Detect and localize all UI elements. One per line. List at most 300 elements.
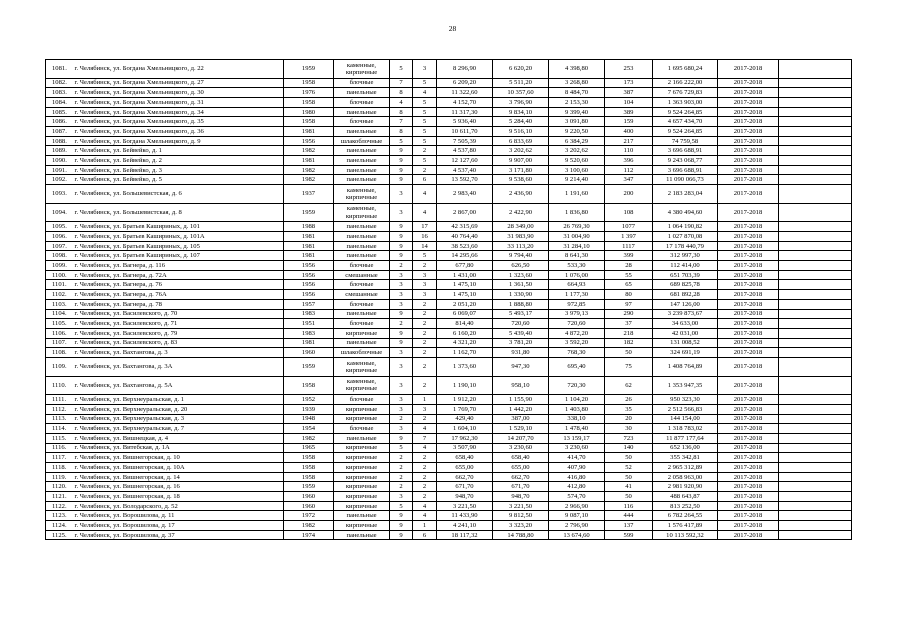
- year-built-cell: 1983: [284, 309, 334, 319]
- address-cell: г. Челябинск, ул. Ворошилова, д. 37: [73, 530, 284, 540]
- repair-period-cell: 2017-2018: [718, 472, 779, 482]
- wall-material-cell: каменные, кирпичные: [334, 357, 390, 376]
- empty-cell: [779, 251, 852, 261]
- repair-period-cell: 2017-2018: [718, 251, 779, 261]
- repair-period-cell: 2017-2018: [718, 222, 779, 232]
- table-row: [46, 424, 852, 434]
- residents-cell: 1117: [605, 241, 653, 251]
- address-cell: г. Челябинск, ул. Вагнера, д. 78: [73, 299, 284, 309]
- flats-area-cell: 1 104,20: [549, 395, 605, 405]
- address-cell: г. Челябинск, ул. Богдана Хмельницкого, д. 35: [73, 117, 284, 127]
- table-row: [46, 146, 852, 156]
- entrances-cell: 2: [413, 328, 437, 338]
- residents-cell: 217: [605, 136, 653, 146]
- residents-cell: 396: [605, 156, 653, 166]
- table-row: [46, 107, 852, 117]
- address-cell: г. Челябинск, ул. Вишнегорская, д. 14: [73, 472, 284, 482]
- total-area-cell: 8 296,90: [437, 60, 493, 79]
- flats-area-cell: 13 674,60: [549, 530, 605, 540]
- repair-cost-cell: 34 633,00: [653, 319, 718, 329]
- wall-material-cell: панельные: [334, 530, 390, 540]
- repair-period-cell: 2017-2018: [718, 530, 779, 540]
- flats-area-cell: 1 403,80: [549, 404, 605, 414]
- empty-cell: [779, 78, 852, 88]
- table-body: [46, 60, 852, 540]
- repair-cost-cell: 2 058 963,00: [653, 472, 718, 482]
- row-number: 1108.: [46, 348, 73, 358]
- empty-cell: [779, 290, 852, 300]
- empty-cell: [779, 299, 852, 309]
- repair-period-cell: 2017-2018: [718, 376, 779, 395]
- table-row: [46, 348, 852, 358]
- flats-area-cell: 31 004,90: [549, 232, 605, 242]
- wall-material-cell: кирпичные: [334, 492, 390, 502]
- repair-cost-cell: 3 696 688,91: [653, 165, 718, 175]
- entrances-cell: 4: [413, 501, 437, 511]
- table-row: [46, 404, 852, 414]
- wall-material-cell: кирпичные: [334, 404, 390, 414]
- living-area-cell: 387,00: [493, 414, 549, 424]
- table-row: [46, 251, 852, 261]
- empty-cell: [779, 521, 852, 531]
- residents-cell: 97: [605, 299, 653, 309]
- repair-cost-cell: 144 154,00: [653, 414, 718, 424]
- floors-cell: 9: [390, 521, 413, 531]
- flats-area-cell: 720,60: [549, 319, 605, 329]
- row-number: 1081.: [46, 60, 73, 79]
- residents-cell: 116: [605, 501, 653, 511]
- year-built-cell: 1981: [284, 156, 334, 166]
- entrances-cell: 4: [413, 88, 437, 98]
- living-area-cell: 931,80: [493, 348, 549, 358]
- repair-cost-cell: 9 243 068,77: [653, 156, 718, 166]
- total-area-cell: 5 936,40: [437, 117, 493, 127]
- address-cell: г. Челябинск, ул. Василевского, д. 70: [73, 309, 284, 319]
- residents-cell: 1077: [605, 222, 653, 232]
- repair-period-cell: 2017-2018: [718, 414, 779, 424]
- floors-cell: 9: [390, 241, 413, 251]
- row-number: 1102.: [46, 290, 73, 300]
- living-area-cell: 3 230,60: [493, 443, 549, 453]
- residents-cell: 28: [605, 261, 653, 271]
- address-cell: г. Челябинск, ул. Братьев Кашириных, д. 107: [73, 251, 284, 261]
- wall-material-cell: панельные: [334, 146, 390, 156]
- year-built-cell: 1976: [284, 88, 334, 98]
- repair-cost-cell: 2 166 222,00: [653, 78, 718, 88]
- table-row: [46, 222, 852, 232]
- address-cell: г. Челябинск, ул. Верхнеуральская, д. 7: [73, 424, 284, 434]
- floors-cell: 3: [390, 299, 413, 309]
- floors-cell: 7: [390, 78, 413, 88]
- table-row: [46, 232, 852, 242]
- table-row: [46, 319, 852, 329]
- table-row: [46, 511, 852, 521]
- residents-cell: 387: [605, 88, 653, 98]
- total-area-cell: 677,80: [437, 261, 493, 271]
- living-area-cell: 3 221,50: [493, 501, 549, 511]
- year-built-cell: 1958: [284, 376, 334, 395]
- table-row: [46, 395, 852, 405]
- row-number: 1086.: [46, 117, 73, 127]
- total-area-cell: 4 537,80: [437, 146, 493, 156]
- year-built-cell: 1951: [284, 319, 334, 329]
- repair-period-cell: 2017-2018: [718, 232, 779, 242]
- total-area-cell: 6 209,20: [437, 78, 493, 88]
- living-area-cell: 33 113,20: [493, 241, 549, 251]
- residents-cell: 30: [605, 424, 653, 434]
- total-area-cell: 2 051,20: [437, 299, 493, 309]
- entrances-cell: 3: [413, 60, 437, 79]
- repair-cost-cell: 7 676 729,83: [653, 88, 718, 98]
- floors-cell: 3: [390, 424, 413, 434]
- wall-material-cell: шлакоблочные: [334, 136, 390, 146]
- floors-cell: 3: [390, 395, 413, 405]
- year-built-cell: 1981: [284, 127, 334, 137]
- residents-cell: 347: [605, 175, 653, 185]
- floors-cell: 2: [390, 472, 413, 482]
- row-number: 1096.: [46, 232, 73, 242]
- wall-material-cell: кирпичные: [334, 462, 390, 472]
- living-area-cell: 14 207,70: [493, 433, 549, 443]
- empty-cell: [779, 232, 852, 242]
- flats-area-cell: 4 398,80: [549, 60, 605, 79]
- residents-cell: 50: [605, 492, 653, 502]
- empty-cell: [779, 319, 852, 329]
- residents-cell: 50: [605, 453, 653, 463]
- year-built-cell: 1937: [284, 185, 334, 204]
- row-number: 1085.: [46, 107, 73, 117]
- flats-area-cell: 2 796,90: [549, 521, 605, 531]
- row-number: 1083.: [46, 88, 73, 98]
- year-built-cell: 1960: [284, 348, 334, 358]
- empty-cell: [779, 462, 852, 472]
- repair-period-cell: 2017-2018: [718, 328, 779, 338]
- repair-period-cell: 2017-2018: [718, 60, 779, 79]
- total-area-cell: 3 507,90: [437, 443, 493, 453]
- empty-cell: [779, 414, 852, 424]
- row-number: 1117.: [46, 453, 73, 463]
- total-area-cell: 11 317,30: [437, 107, 493, 117]
- entrances-cell: 3: [413, 270, 437, 280]
- row-number: 1122.: [46, 501, 73, 511]
- repair-cost-cell: 2 183 283,04: [653, 185, 718, 204]
- entrances-cell: 4: [413, 203, 437, 222]
- row-number: 1115.: [46, 433, 73, 443]
- residents-cell: 400: [605, 127, 653, 137]
- empty-cell: [779, 501, 852, 511]
- total-area-cell: 11 322,60: [437, 88, 493, 98]
- entrances-cell: 5: [413, 117, 437, 127]
- wall-material-cell: блочные: [334, 319, 390, 329]
- living-area-cell: 671,70: [493, 482, 549, 492]
- total-area-cell: 1 912,20: [437, 395, 493, 405]
- floors-cell: 9: [390, 511, 413, 521]
- table-row: [46, 414, 852, 424]
- repair-cost-cell: 42 031,00: [653, 328, 718, 338]
- wall-material-cell: панельные: [334, 222, 390, 232]
- living-area-cell: 3 171,80: [493, 165, 549, 175]
- living-area-cell: 5 284,40: [493, 117, 549, 127]
- total-area-cell: 1 373,60: [437, 357, 493, 376]
- year-built-cell: 1980: [284, 107, 334, 117]
- entrances-cell: 2: [413, 299, 437, 309]
- table-row: [46, 203, 852, 222]
- row-number: 1107.: [46, 338, 73, 348]
- table-row: [46, 501, 852, 511]
- floors-cell: 9: [390, 165, 413, 175]
- wall-material-cell: смешанные: [334, 270, 390, 280]
- total-area-cell: 1 190,10: [437, 376, 493, 395]
- empty-cell: [779, 511, 852, 521]
- address-cell: г. Челябинск, ул. Вагнера, д. 116: [73, 261, 284, 271]
- address-cell: г. Челябинск, ул. Большевистская, д. 6: [73, 185, 284, 204]
- residents-cell: 389: [605, 107, 653, 117]
- repair-period-cell: 2017-2018: [718, 433, 779, 443]
- living-area-cell: 9 516,10: [493, 127, 549, 137]
- table-row: [46, 156, 852, 166]
- repair-period-cell: 2017-2018: [718, 424, 779, 434]
- address-cell: г. Челябинск, ул. Верхнеуральская, д. 3: [73, 414, 284, 424]
- repair-cost-cell: 813 252,50: [653, 501, 718, 511]
- empty-cell: [779, 309, 852, 319]
- row-number: 1087.: [46, 127, 73, 137]
- repair-cost-cell: 112 414,00: [653, 261, 718, 271]
- repair-period-cell: 2017-2018: [718, 309, 779, 319]
- total-area-cell: 655,00: [437, 462, 493, 472]
- row-number: 1109.: [46, 357, 73, 376]
- living-area-cell: 1 155,90: [493, 395, 549, 405]
- living-area-cell: 9 794,40: [493, 251, 549, 261]
- wall-material-cell: блочные: [334, 78, 390, 88]
- floors-cell: 9: [390, 328, 413, 338]
- floors-cell: 9: [390, 156, 413, 166]
- floors-cell: 9: [390, 175, 413, 185]
- residents-cell: 20: [605, 414, 653, 424]
- address-cell: г. Челябинск, ул. Верхнеуральская, д. 20: [73, 404, 284, 414]
- year-built-cell: 1956: [284, 290, 334, 300]
- entrances-cell: 5: [413, 156, 437, 166]
- row-number: 1112.: [46, 404, 73, 414]
- flats-area-cell: 3 979,13: [549, 309, 605, 319]
- living-area-cell: 6 620,20: [493, 60, 549, 79]
- empty-cell: [779, 424, 852, 434]
- entrances-cell: 4: [413, 185, 437, 204]
- wall-material-cell: панельные: [334, 511, 390, 521]
- floors-cell: 2: [390, 453, 413, 463]
- flats-area-cell: 2 153,30: [549, 97, 605, 107]
- repair-cost-cell: 1 363 903,00: [653, 97, 718, 107]
- row-number: 1106.: [46, 328, 73, 338]
- year-built-cell: 1952: [284, 395, 334, 405]
- address-cell: г. Челябинск, ул. Вагнера, д. 76: [73, 280, 284, 290]
- address-cell: г. Челябинск, ул. Василевского, д. 83: [73, 338, 284, 348]
- wall-material-cell: панельные: [334, 309, 390, 319]
- residents-cell: 110: [605, 146, 653, 156]
- floors-cell: 3: [390, 492, 413, 502]
- wall-material-cell: панельные: [334, 251, 390, 261]
- wall-material-cell: панельные: [334, 433, 390, 443]
- living-area-cell: 662,70: [493, 472, 549, 482]
- flats-area-cell: 664,93: [549, 280, 605, 290]
- row-number: 1111.: [46, 395, 73, 405]
- flats-area-cell: 4 872,20: [549, 328, 605, 338]
- floors-cell: 5: [390, 443, 413, 453]
- year-built-cell: 1954: [284, 424, 334, 434]
- table-row: [46, 88, 852, 98]
- total-area-cell: 7 505,39: [437, 136, 493, 146]
- flats-area-cell: 26 769,30: [549, 222, 605, 232]
- living-area-cell: 6 833,69: [493, 136, 549, 146]
- repair-cost-cell: 1 353 947,35: [653, 376, 718, 395]
- repair-period-cell: 2017-2018: [718, 127, 779, 137]
- repair-period-cell: 2017-2018: [718, 338, 779, 348]
- row-number: 1100.: [46, 270, 73, 280]
- address-cell: г. Челябинск, ул. Вишнегорская, д. 18: [73, 492, 284, 502]
- total-area-cell: 18 117,32: [437, 530, 493, 540]
- table-row: [46, 338, 852, 348]
- repair-period-cell: 2017-2018: [718, 482, 779, 492]
- living-area-cell: 1 361,50: [493, 280, 549, 290]
- row-number: 1099.: [46, 261, 73, 271]
- entrances-cell: 1: [413, 521, 437, 531]
- repair-period-cell: 2017-2018: [718, 348, 779, 358]
- year-built-cell: 1983: [284, 328, 334, 338]
- residents-cell: 399: [605, 251, 653, 261]
- wall-material-cell: кирпичные: [334, 472, 390, 482]
- year-built-cell: 1958: [284, 117, 334, 127]
- flats-area-cell: 2 966,90: [549, 501, 605, 511]
- floors-cell: 5: [390, 501, 413, 511]
- entrances-cell: 14: [413, 241, 437, 251]
- address-cell: г. Челябинск, ул. Богдана Хмельницкого, д. 9: [73, 136, 284, 146]
- living-area-cell: 9 812,50: [493, 511, 549, 521]
- flats-area-cell: 972,85: [549, 299, 605, 309]
- wall-material-cell: панельные: [334, 338, 390, 348]
- year-built-cell: 1939: [284, 404, 334, 414]
- floors-cell: 3: [390, 280, 413, 290]
- address-cell: г. Челябинск, ул. Василевского, д. 71: [73, 319, 284, 329]
- row-number: 1089.: [46, 146, 73, 156]
- row-number: 1114.: [46, 424, 73, 434]
- year-built-cell: 1959: [284, 482, 334, 492]
- flats-area-cell: 416,80: [549, 472, 605, 482]
- residents-cell: 290: [605, 309, 653, 319]
- repair-cost-cell: 355 342,81: [653, 453, 718, 463]
- residents-cell: 159: [605, 117, 653, 127]
- residents-cell: 50: [605, 348, 653, 358]
- residents-cell: 173: [605, 78, 653, 88]
- flats-area-cell: 1 177,30: [549, 290, 605, 300]
- repair-cost-cell: 1 027 870,08: [653, 232, 718, 242]
- year-built-cell: 1965: [284, 443, 334, 453]
- floors-cell: 4: [390, 97, 413, 107]
- floors-cell: 2: [390, 482, 413, 492]
- row-number: 1124.: [46, 521, 73, 531]
- table-row: [46, 136, 852, 146]
- year-built-cell: 1958: [284, 78, 334, 88]
- living-area-cell: 658,40: [493, 453, 549, 463]
- empty-cell: [779, 241, 852, 251]
- floors-cell: 9: [390, 433, 413, 443]
- flats-area-cell: 407,90: [549, 462, 605, 472]
- residents-cell: 108: [605, 203, 653, 222]
- living-area-cell: 5 511,20: [493, 78, 549, 88]
- repair-cost-cell: 1 408 764,89: [653, 357, 718, 376]
- empty-cell: [779, 156, 852, 166]
- entrances-cell: 17: [413, 222, 437, 232]
- floors-cell: 9: [390, 232, 413, 242]
- table-row: [46, 376, 852, 395]
- floors-cell: 8: [390, 88, 413, 98]
- total-area-cell: 814,40: [437, 319, 493, 329]
- wall-material-cell: панельные: [334, 232, 390, 242]
- repair-cost-cell: 324 691,19: [653, 348, 718, 358]
- table-row: [46, 175, 852, 185]
- total-area-cell: 6 069,07: [437, 309, 493, 319]
- living-area-cell: 5 439,40: [493, 328, 549, 338]
- row-number: 1103.: [46, 299, 73, 309]
- repair-period-cell: 2017-2018: [718, 107, 779, 117]
- residents-cell: 444: [605, 511, 653, 521]
- living-area-cell: 3 323,20: [493, 521, 549, 531]
- floors-cell: 9: [390, 530, 413, 540]
- empty-cell: [779, 97, 852, 107]
- entrances-cell: 5: [413, 127, 437, 137]
- flats-area-cell: 338,10: [549, 414, 605, 424]
- empty-cell: [779, 530, 852, 540]
- living-area-cell: 3 796,90: [493, 97, 549, 107]
- address-cell: г. Челябинск, ул. Вахтангова, д. 3А: [73, 357, 284, 376]
- wall-material-cell: блочные: [334, 261, 390, 271]
- total-area-cell: 1 604,10: [437, 424, 493, 434]
- floors-cell: 8: [390, 127, 413, 137]
- residents-cell: 55: [605, 270, 653, 280]
- year-built-cell: 1972: [284, 511, 334, 521]
- floors-cell: 2: [390, 462, 413, 472]
- address-cell: г. Челябинск, ул. Вишнегорская, д. 10А: [73, 462, 284, 472]
- address-cell: г. Челябинск, ул. Бейвейко, д. 2: [73, 156, 284, 166]
- row-number: 1093.: [46, 185, 73, 204]
- empty-cell: [779, 175, 852, 185]
- row-number: 1090.: [46, 156, 73, 166]
- year-built-cell: 1958: [284, 472, 334, 482]
- table-row: [46, 299, 852, 309]
- row-number: 1121.: [46, 492, 73, 502]
- wall-material-cell: блочные: [334, 117, 390, 127]
- flats-area-cell: 8 484,70: [549, 88, 605, 98]
- empty-cell: [779, 165, 852, 175]
- year-built-cell: 1981: [284, 251, 334, 261]
- total-area-cell: 14 295,66: [437, 251, 493, 261]
- entrances-cell: 6: [413, 530, 437, 540]
- entrances-cell: 2: [413, 482, 437, 492]
- flats-area-cell: 3 230,60: [549, 443, 605, 453]
- repair-cost-cell: 950 323,30: [653, 395, 718, 405]
- address-cell: г. Челябинск, ул. Богдана Хмельницкого, д. 31: [73, 97, 284, 107]
- total-area-cell: 1 769,70: [437, 404, 493, 414]
- address-cell: г. Челябинск, ул. Вагнера, д. 72А: [73, 270, 284, 280]
- year-built-cell: 1959: [284, 357, 334, 376]
- floors-cell: 9: [390, 146, 413, 156]
- repair-cost-cell: 652 136,00: [653, 443, 718, 453]
- empty-cell: [779, 185, 852, 204]
- living-area-cell: 31 983,90: [493, 232, 549, 242]
- flats-area-cell: 412,80: [549, 482, 605, 492]
- repair-cost-cell: 488 643,87: [653, 492, 718, 502]
- year-built-cell: 1981: [284, 241, 334, 251]
- flats-area-cell: 3 202,62: [549, 146, 605, 156]
- empty-cell: [779, 395, 852, 405]
